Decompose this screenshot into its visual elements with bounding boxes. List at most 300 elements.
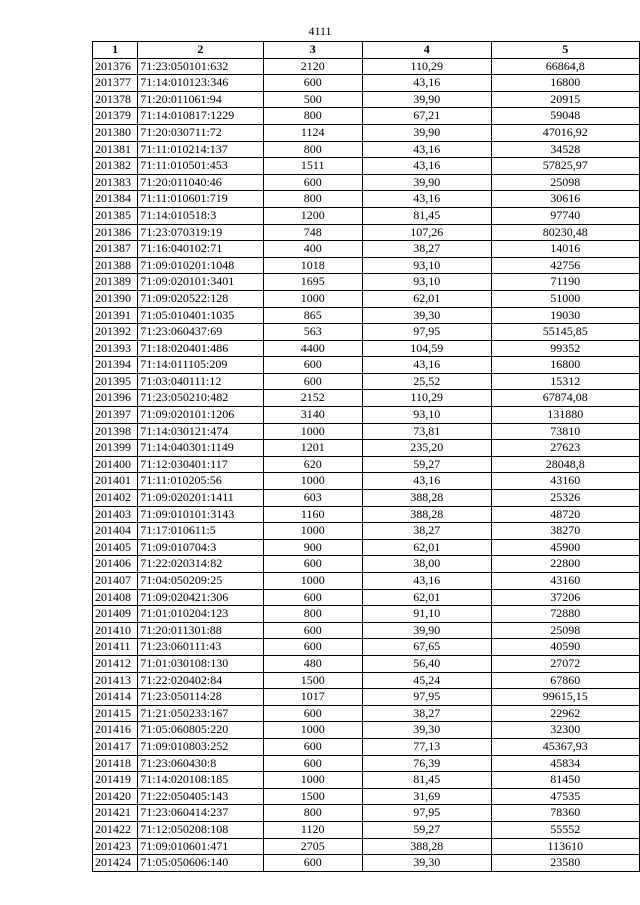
- area-cell: 620: [263, 456, 362, 473]
- area-cell: 1000: [263, 573, 362, 590]
- cadastral-number-cell: 71:09:010704:3: [138, 539, 263, 556]
- cadastral-number-cell: 71:12:050208:108: [138, 821, 263, 838]
- cadastral-number-cell: 71:16:040102:71: [138, 241, 263, 258]
- value-cell: 78360: [491, 805, 639, 822]
- row-number-cell: 201406: [93, 556, 138, 573]
- area-cell: 1000: [263, 523, 362, 540]
- table-row: [93, 506, 640, 523]
- area-cell: 603: [263, 490, 362, 507]
- rate-cell: 97,95: [362, 689, 491, 706]
- row-number-cell: 201415: [93, 705, 138, 722]
- table-row: [93, 357, 640, 374]
- value-cell: 66864,8: [491, 58, 639, 75]
- row-number-cell: 201419: [93, 772, 138, 789]
- rate-cell: 38,27: [362, 705, 491, 722]
- table-row: [93, 224, 640, 241]
- rate-cell: 39,30: [362, 722, 491, 739]
- column-header: 4: [362, 42, 491, 59]
- rate-cell: 110,29: [362, 390, 491, 407]
- area-cell: 600: [263, 556, 362, 573]
- header-row: [93, 42, 640, 59]
- rate-cell: 39,30: [362, 855, 491, 872]
- cadastral-number-cell: 71:05:050606:140: [138, 855, 263, 872]
- value-cell: 37206: [491, 589, 639, 606]
- table-row: [93, 672, 640, 689]
- row-number-cell: 201388: [93, 257, 138, 274]
- rate-cell: 31,69: [362, 788, 491, 805]
- value-cell: 73810: [491, 423, 639, 440]
- area-cell: 1200: [263, 207, 362, 224]
- table-row: [93, 373, 640, 390]
- cadastral-number-cell: 71:09:020101:3401: [138, 274, 263, 291]
- cadastral-number-cell: 71:14:011105:209: [138, 357, 263, 374]
- cadastral-number-cell: 71:22:020314:82: [138, 556, 263, 573]
- row-number-cell: 201386: [93, 224, 138, 241]
- value-cell: 25326: [491, 490, 639, 507]
- row-number-cell: 201407: [93, 573, 138, 590]
- page-number: 4111: [308, 24, 332, 38]
- area-cell: 600: [263, 622, 362, 639]
- area-cell: 1000: [263, 473, 362, 490]
- cadastral-number-cell: 71:14:010123:346: [138, 75, 263, 92]
- area-cell: 600: [263, 373, 362, 390]
- table-row: [93, 75, 640, 92]
- value-cell: 67874,08: [491, 390, 639, 407]
- area-cell: 1000: [263, 772, 362, 789]
- cadastral-number-cell: 71:23:050114:28: [138, 689, 263, 706]
- value-cell: 72880: [491, 606, 639, 623]
- table-row: [93, 423, 640, 440]
- table-row: [93, 407, 640, 424]
- row-number-cell: 201417: [93, 738, 138, 755]
- row-number-cell: 201410: [93, 622, 138, 639]
- table-row: [93, 755, 640, 772]
- cadastral-number-cell: 71:09:010101:3143: [138, 506, 263, 523]
- cadastral-number-cell: 71:01:010204:123: [138, 606, 263, 623]
- table-body: [93, 58, 640, 871]
- row-number-cell: 201414: [93, 689, 138, 706]
- row-number-cell: 201387: [93, 241, 138, 258]
- value-cell: 47535: [491, 788, 639, 805]
- table-row: [93, 191, 640, 208]
- area-cell: 865: [263, 307, 362, 324]
- cadastral-number-cell: 71:09:010201:1048: [138, 257, 263, 274]
- cadastral-number-cell: 71:20:011061:94: [138, 91, 263, 108]
- column-header: 5: [491, 42, 639, 59]
- row-number-cell: 201378: [93, 91, 138, 108]
- cadastral-number-cell: 71:23:050101:632: [138, 58, 263, 75]
- row-number-cell: 201396: [93, 390, 138, 407]
- row-number-cell: 201405: [93, 539, 138, 556]
- row-number-cell: 201398: [93, 423, 138, 440]
- rate-cell: 39,90: [362, 124, 491, 141]
- area-cell: 1201: [263, 440, 362, 457]
- area-cell: 1000: [263, 290, 362, 307]
- row-number-cell: 201385: [93, 207, 138, 224]
- area-cell: 600: [263, 639, 362, 656]
- row-number-cell: 201424: [93, 855, 138, 872]
- value-cell: 45834: [491, 755, 639, 772]
- area-cell: 1124: [263, 124, 362, 141]
- row-number-cell: 201411: [93, 639, 138, 656]
- area-cell: 1160: [263, 506, 362, 523]
- cadastral-number-cell: 71:09:020522:128: [138, 290, 263, 307]
- table-row: [93, 124, 640, 141]
- table-row: [93, 622, 640, 639]
- cadastral-number-cell: 71:14:030121:474: [138, 423, 263, 440]
- area-cell: 1120: [263, 821, 362, 838]
- cadastral-number-cell: 71:09:020101:1206: [138, 407, 263, 424]
- table-row: [93, 207, 640, 224]
- rate-cell: 81,45: [362, 772, 491, 789]
- rate-cell: 81,45: [362, 207, 491, 224]
- table-row: [93, 722, 640, 739]
- cadastral-number-cell: 71:23:060430:8: [138, 755, 263, 772]
- area-cell: 500: [263, 91, 362, 108]
- cadastral-number-cell: 71:20:030711:72: [138, 124, 263, 141]
- table-row: [93, 655, 640, 672]
- table-row: [93, 788, 640, 805]
- value-cell: 25098: [491, 174, 639, 191]
- rate-cell: 67,21: [362, 108, 491, 125]
- table-row: [93, 490, 640, 507]
- row-number-cell: 201403: [93, 506, 138, 523]
- table-row: [93, 324, 640, 341]
- table-row: [93, 855, 640, 872]
- value-cell: 38270: [491, 523, 639, 540]
- table-row: [93, 290, 640, 307]
- area-cell: 3140: [263, 407, 362, 424]
- rate-cell: 73,81: [362, 423, 491, 440]
- area-cell: 480: [263, 655, 362, 672]
- row-number-cell: 201404: [93, 523, 138, 540]
- area-cell: 2705: [263, 838, 362, 855]
- rate-cell: 39,30: [362, 307, 491, 324]
- row-number-cell: 201393: [93, 340, 138, 357]
- rate-cell: 104,59: [362, 340, 491, 357]
- value-cell: 30616: [491, 191, 639, 208]
- cadastral-number-cell: 71:17:010611:5: [138, 523, 263, 540]
- area-cell: 600: [263, 357, 362, 374]
- area-cell: 4400: [263, 340, 362, 357]
- table-row: [93, 257, 640, 274]
- data-table: [92, 41, 640, 872]
- row-number-cell: 201395: [93, 373, 138, 390]
- value-cell: 45367,93: [491, 738, 639, 755]
- area-cell: 1018: [263, 257, 362, 274]
- table-row: [93, 705, 640, 722]
- cadastral-number-cell: 71:04:050209:25: [138, 573, 263, 590]
- row-number-cell: 201384: [93, 191, 138, 208]
- rate-cell: 43,16: [362, 473, 491, 490]
- value-cell: 43160: [491, 573, 639, 590]
- area-cell: 600: [263, 174, 362, 191]
- table-row: [93, 805, 640, 822]
- row-number-cell: 201401: [93, 473, 138, 490]
- value-cell: 71190: [491, 274, 639, 291]
- cadastral-number-cell: 71:11:010205:56: [138, 473, 263, 490]
- area-cell: 563: [263, 324, 362, 341]
- area-cell: 1511: [263, 158, 362, 175]
- row-number-cell: 201383: [93, 174, 138, 191]
- rate-cell: 43,16: [362, 75, 491, 92]
- table-row: [93, 340, 640, 357]
- value-cell: 59048: [491, 108, 639, 125]
- table-row: [93, 141, 640, 158]
- table-row: [93, 772, 640, 789]
- value-cell: 47016,92: [491, 124, 639, 141]
- row-number-cell: 201380: [93, 124, 138, 141]
- table-row: [93, 440, 640, 457]
- value-cell: 23580: [491, 855, 639, 872]
- rate-cell: 62,01: [362, 290, 491, 307]
- rate-cell: 38,27: [362, 523, 491, 540]
- rate-cell: 59,27: [362, 456, 491, 473]
- rate-cell: 388,28: [362, 490, 491, 507]
- row-number-cell: 201402: [93, 490, 138, 507]
- value-cell: 25098: [491, 622, 639, 639]
- value-cell: 99352: [491, 340, 639, 357]
- area-cell: 1500: [263, 672, 362, 689]
- table-row: [93, 91, 640, 108]
- value-cell: 51000: [491, 290, 639, 307]
- rate-cell: 43,16: [362, 573, 491, 590]
- rate-cell: 93,10: [362, 407, 491, 424]
- value-cell: 43160: [491, 473, 639, 490]
- row-number-cell: 201413: [93, 672, 138, 689]
- table-row: [93, 738, 640, 755]
- rate-cell: 97,95: [362, 324, 491, 341]
- rate-cell: 388,28: [362, 838, 491, 855]
- area-cell: 600: [263, 738, 362, 755]
- table-row: [93, 573, 640, 590]
- value-cell: 97740: [491, 207, 639, 224]
- value-cell: 22800: [491, 556, 639, 573]
- row-number-cell: 201408: [93, 589, 138, 606]
- rate-cell: 388,28: [362, 506, 491, 523]
- rate-cell: 43,16: [362, 141, 491, 158]
- area-cell: 600: [263, 855, 362, 872]
- row-number-cell: 201379: [93, 108, 138, 125]
- column-header: 2: [138, 42, 263, 59]
- row-number-cell: 201394: [93, 357, 138, 374]
- rate-cell: 76,39: [362, 755, 491, 772]
- area-cell: 400: [263, 241, 362, 258]
- table-row: [93, 274, 640, 291]
- value-cell: 40590: [491, 639, 639, 656]
- row-number-cell: 201376: [93, 58, 138, 75]
- area-cell: 800: [263, 141, 362, 158]
- area-cell: 748: [263, 224, 362, 241]
- row-number-cell: 201409: [93, 606, 138, 623]
- value-cell: 16800: [491, 357, 639, 374]
- area-cell: 1695: [263, 274, 362, 291]
- table-row: [93, 158, 640, 175]
- area-cell: 600: [263, 705, 362, 722]
- row-number-cell: 201418: [93, 755, 138, 772]
- value-cell: 27623: [491, 440, 639, 457]
- row-number-cell: 201416: [93, 722, 138, 739]
- area-cell: 900: [263, 539, 362, 556]
- cadastral-number-cell: 71:09:020421:306: [138, 589, 263, 606]
- area-cell: 800: [263, 805, 362, 822]
- area-cell: 1000: [263, 423, 362, 440]
- value-cell: 55145,85: [491, 324, 639, 341]
- rate-cell: 38,27: [362, 241, 491, 258]
- rate-cell: 43,16: [362, 357, 491, 374]
- rate-cell: 93,10: [362, 274, 491, 291]
- cadastral-number-cell: 71:20:011040:46: [138, 174, 263, 191]
- value-cell: 45900: [491, 539, 639, 556]
- table-row: [93, 821, 640, 838]
- area-cell: 1000: [263, 722, 362, 739]
- cadastral-number-cell: 71:14:020108:185: [138, 772, 263, 789]
- cadastral-number-cell: 71:14:010817:1229: [138, 108, 263, 125]
- value-cell: 131880: [491, 407, 639, 424]
- cadastral-number-cell: 71:14:010518:3: [138, 207, 263, 224]
- value-cell: 57825,97: [491, 158, 639, 175]
- value-cell: 81450: [491, 772, 639, 789]
- row-number-cell: 201391: [93, 307, 138, 324]
- row-number-cell: 201392: [93, 324, 138, 341]
- cadastral-number-cell: 71:23:060111:43: [138, 639, 263, 656]
- cadastral-number-cell: 71:23:070319:19: [138, 224, 263, 241]
- area-cell: 2152: [263, 390, 362, 407]
- rate-cell: 62,01: [362, 589, 491, 606]
- value-cell: 27072: [491, 655, 639, 672]
- row-number-cell: 201377: [93, 75, 138, 92]
- rate-cell: 97,95: [362, 805, 491, 822]
- rate-cell: 107,26: [362, 224, 491, 241]
- value-cell: 16800: [491, 75, 639, 92]
- table-row: [93, 523, 640, 540]
- table-row: [93, 539, 640, 556]
- table-row: [93, 58, 640, 75]
- rate-cell: 39,90: [362, 622, 491, 639]
- cadastral-number-cell: 71:01:030108:130: [138, 655, 263, 672]
- table-row: [93, 390, 640, 407]
- rate-cell: 39,90: [362, 174, 491, 191]
- table-row: [93, 108, 640, 125]
- value-cell: 14016: [491, 241, 639, 258]
- area-cell: 1500: [263, 788, 362, 805]
- rate-cell: 59,27: [362, 821, 491, 838]
- rate-cell: 91,10: [362, 606, 491, 623]
- cadastral-number-cell: 71:21:050233:167: [138, 705, 263, 722]
- cadastral-number-cell: 71:22:020402:84: [138, 672, 263, 689]
- value-cell: 113610: [491, 838, 639, 855]
- value-cell: 99615,15: [491, 689, 639, 706]
- area-cell: 2120: [263, 58, 362, 75]
- value-cell: 42756: [491, 257, 639, 274]
- area-cell: 600: [263, 755, 362, 772]
- cadastral-number-cell: 71:11:010214:137: [138, 141, 263, 158]
- table-row: [93, 473, 640, 490]
- value-cell: 48720: [491, 506, 639, 523]
- row-number-cell: 201412: [93, 655, 138, 672]
- rate-cell: 39,90: [362, 91, 491, 108]
- row-number-cell: 201421: [93, 805, 138, 822]
- table-row: [93, 606, 640, 623]
- cadastral-number-cell: 71:14:040301:1149: [138, 440, 263, 457]
- rate-cell: 77,13: [362, 738, 491, 755]
- row-number-cell: 201423: [93, 838, 138, 855]
- cadastral-number-cell: 71:12:030401:117: [138, 456, 263, 473]
- cadastral-number-cell: 71:09:020201:1411: [138, 490, 263, 507]
- cadastral-number-cell: 71:05:060805:220: [138, 722, 263, 739]
- value-cell: 22962: [491, 705, 639, 722]
- column-header: 3: [263, 42, 362, 59]
- row-number-cell: 201422: [93, 821, 138, 838]
- cadastral-number-cell: 71:11:010601:719: [138, 191, 263, 208]
- row-number-cell: 201420: [93, 788, 138, 805]
- rate-cell: 43,16: [362, 158, 491, 175]
- row-number-cell: 201397: [93, 407, 138, 424]
- value-cell: 55552: [491, 821, 639, 838]
- cadastral-number-cell: 71:05:010401:1035: [138, 307, 263, 324]
- table-row: [93, 589, 640, 606]
- cadastral-number-cell: 71:23:060414:237: [138, 805, 263, 822]
- row-number-cell: 201400: [93, 456, 138, 473]
- table-row: [93, 838, 640, 855]
- area-cell: 800: [263, 191, 362, 208]
- area-cell: 800: [263, 606, 362, 623]
- cadastral-number-cell: 71:09:010601:471: [138, 838, 263, 855]
- area-cell: 600: [263, 75, 362, 92]
- table-row: [93, 639, 640, 656]
- cadastral-number-cell: 71:22:050405:143: [138, 788, 263, 805]
- rate-cell: 62,01: [362, 539, 491, 556]
- area-cell: 800: [263, 108, 362, 125]
- value-cell: 32300: [491, 722, 639, 739]
- row-number-cell: 201389: [93, 274, 138, 291]
- cadastral-number-cell: 71:18:020401:486: [138, 340, 263, 357]
- rate-cell: 43,16: [362, 191, 491, 208]
- table-row: [93, 241, 640, 258]
- value-cell: 34528: [491, 141, 639, 158]
- value-cell: 80230,48: [491, 224, 639, 241]
- cadastral-number-cell: 71:03:040111:12: [138, 373, 263, 390]
- table-row: [93, 307, 640, 324]
- rate-cell: 25,52: [362, 373, 491, 390]
- value-cell: 67860: [491, 672, 639, 689]
- cadastral-number-cell: 71:23:060437:69: [138, 324, 263, 341]
- rate-cell: 45,24: [362, 672, 491, 689]
- cadastral-number-cell: 71:11:010501:453: [138, 158, 263, 175]
- area-cell: 1017: [263, 689, 362, 706]
- row-number-cell: 201390: [93, 290, 138, 307]
- row-number-cell: 201381: [93, 141, 138, 158]
- rate-cell: 56,40: [362, 655, 491, 672]
- table-row: [93, 174, 640, 191]
- column-header: 1: [93, 42, 138, 59]
- table-row: [93, 689, 640, 706]
- value-cell: 20915: [491, 91, 639, 108]
- rate-cell: 67,65: [362, 639, 491, 656]
- rate-cell: 110,29: [362, 58, 491, 75]
- table-row: [93, 456, 640, 473]
- cadastral-number-cell: 71:23:050210:482: [138, 390, 263, 407]
- rate-cell: 93,10: [362, 257, 491, 274]
- table-row: [93, 556, 640, 573]
- value-cell: 15312: [491, 373, 639, 390]
- cadastral-number-cell: 71:20:011301:88: [138, 622, 263, 639]
- value-cell: 19030: [491, 307, 639, 324]
- value-cell: 28048,8: [491, 456, 639, 473]
- area-cell: 600: [263, 589, 362, 606]
- row-number-cell: 201399: [93, 440, 138, 457]
- rate-cell: 38,00: [362, 556, 491, 573]
